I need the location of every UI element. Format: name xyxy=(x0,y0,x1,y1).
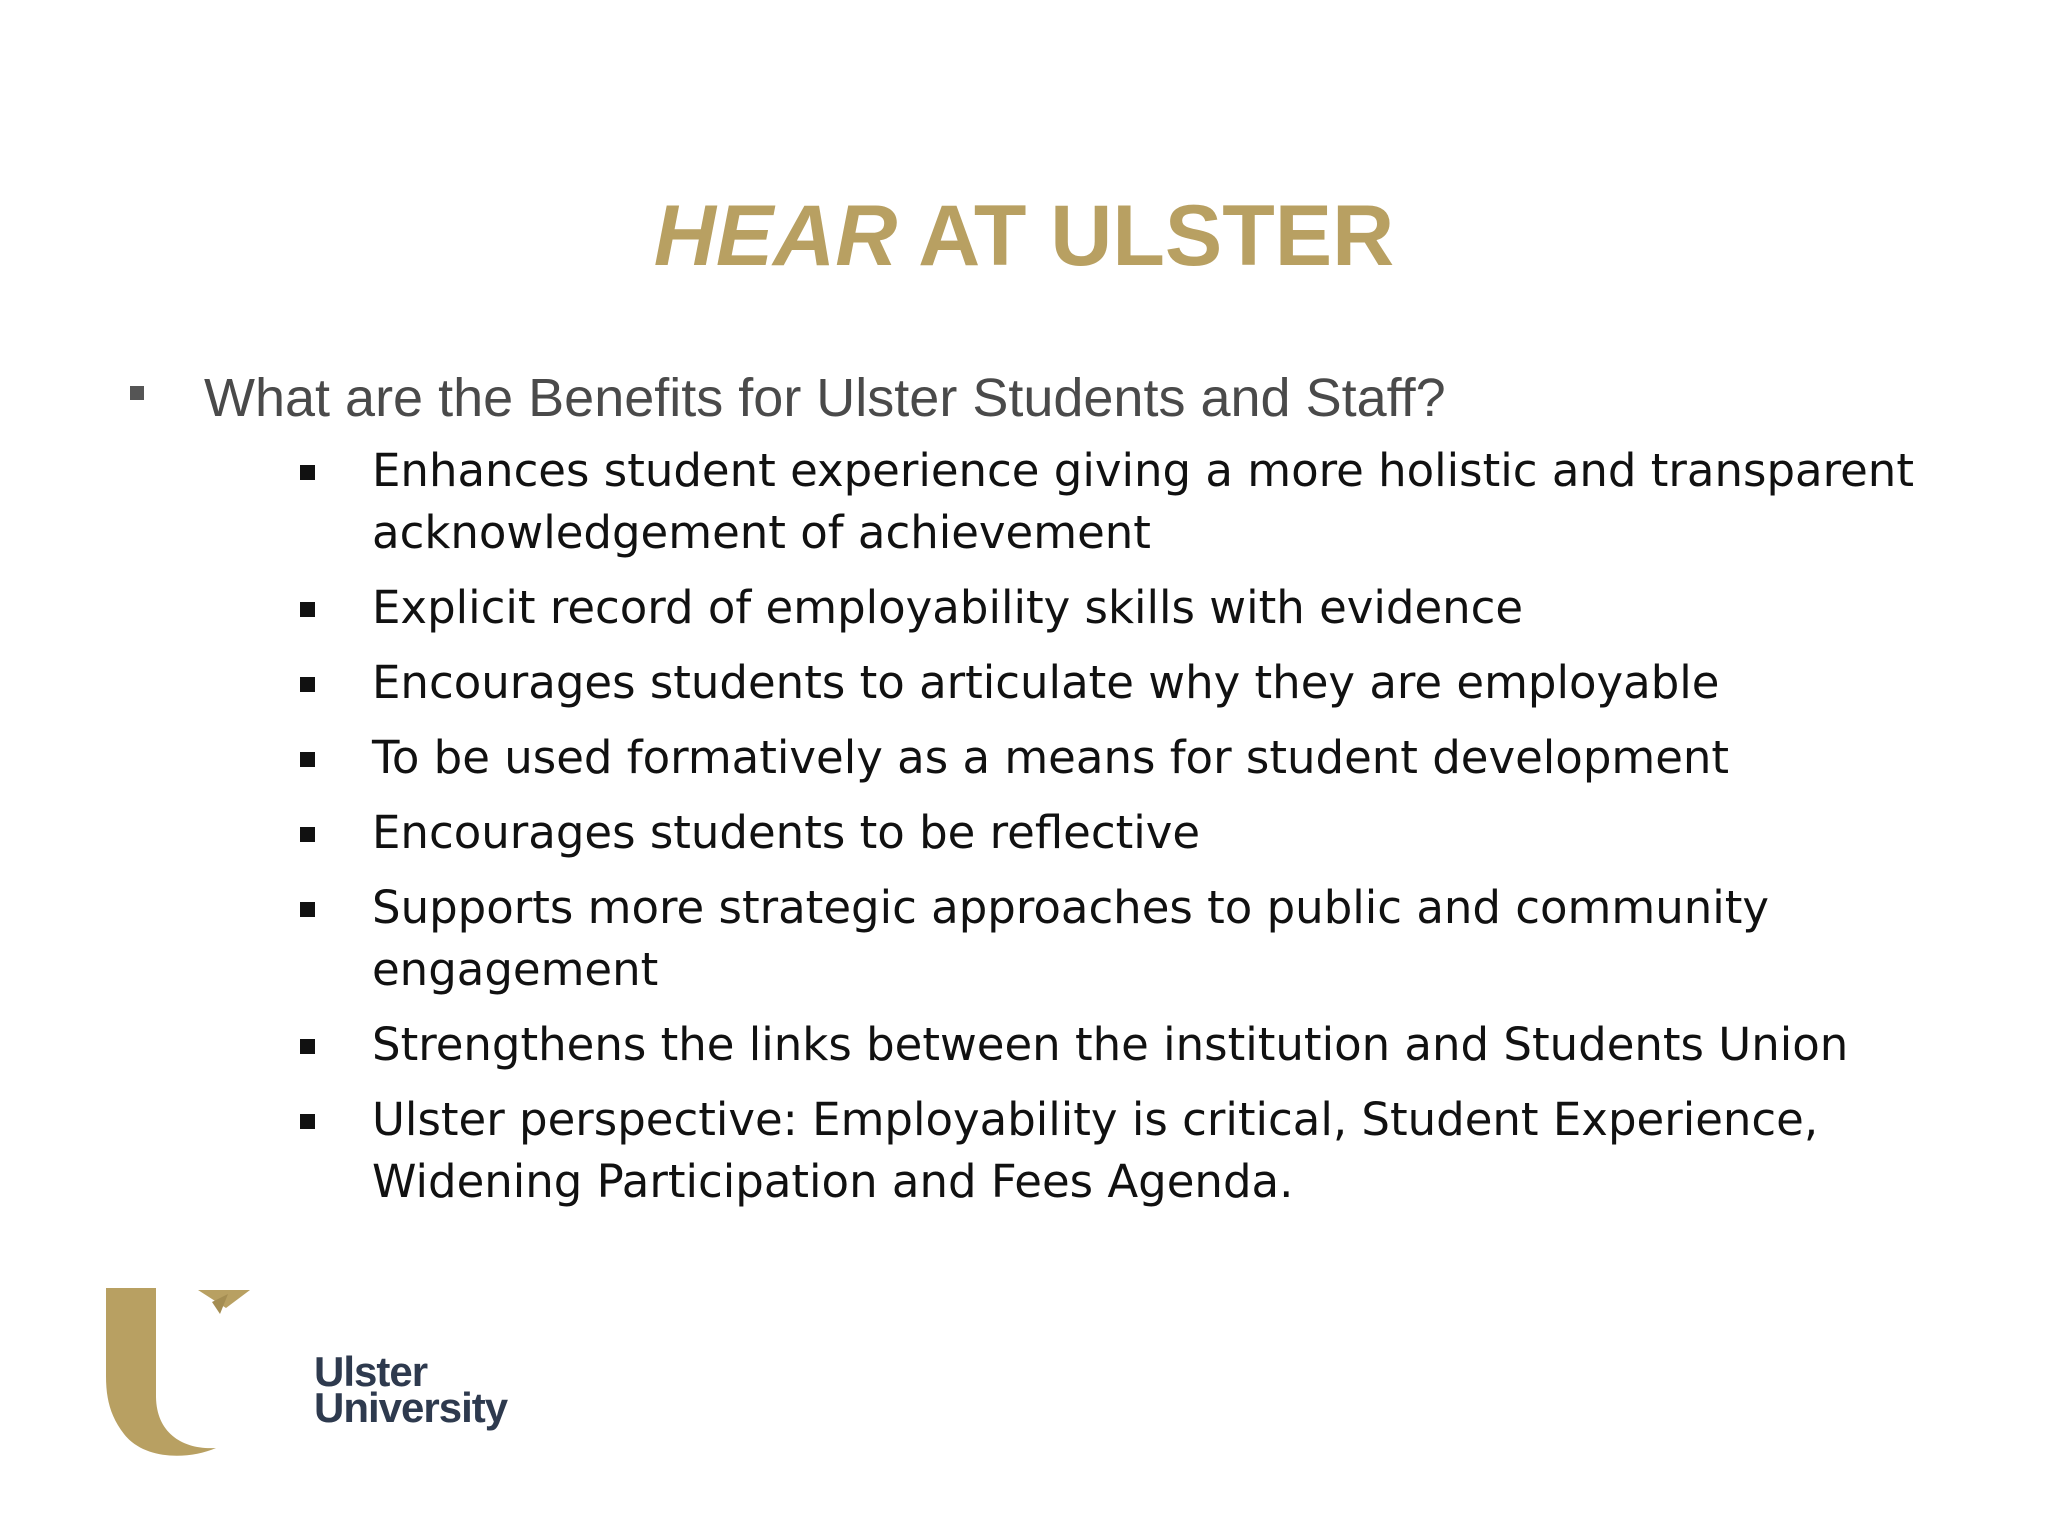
list-item-text: Encourages students to articulate why they are employable xyxy=(372,656,1720,709)
benefits-list xyxy=(300,440,2000,1226)
list-item-text: Enhances student experience giving a more holistic and transparent acknowledgement of achievement xyxy=(372,444,1914,559)
ulster-university-logo xyxy=(104,1284,508,1464)
slide-title-rest: AT ULSTER xyxy=(897,188,1395,284)
list-item-text: Explicit record of employability skills with evidence xyxy=(372,581,1524,634)
list-item-text: Ulster perspective: Employability is critical, Student Experience, Widening Participation and Fees Agenda. xyxy=(372,1093,1819,1208)
list-item xyxy=(300,802,2000,864)
slide-heading: What are the Benefits for Ulster Students and Staff? xyxy=(204,368,1446,428)
list-item xyxy=(300,877,2000,1001)
square-bullet-icon xyxy=(300,827,315,842)
list-item xyxy=(300,577,2000,639)
logo-line-2: University xyxy=(314,1384,508,1431)
slide-title xyxy=(0,186,2048,286)
square-bullet-icon xyxy=(300,1039,315,1054)
square-bullet-icon xyxy=(300,752,315,767)
square-bullet-icon xyxy=(300,1114,315,1129)
list-item-text: Encourages students to be reflective xyxy=(372,806,1201,859)
list-item-text: To be used formatively as a means for student development xyxy=(372,731,1730,784)
square-bullet-icon xyxy=(300,902,315,917)
logo-line-1: Ulster xyxy=(314,1348,428,1395)
list-item xyxy=(300,652,2000,714)
square-bullet-icon xyxy=(130,386,144,400)
square-bullet-icon xyxy=(300,677,315,692)
list-item xyxy=(300,1089,2000,1213)
list-item-text: Strengthens the links between the institution and Students Union xyxy=(372,1018,1849,1071)
list-item-text: Supports more strategic approaches to public and community engagement xyxy=(372,881,1770,996)
square-bullet-icon xyxy=(300,465,315,480)
square-bullet-icon xyxy=(300,602,315,617)
list-item xyxy=(300,727,2000,789)
list-item xyxy=(300,1014,2000,1076)
slide-title-italic: HEAR xyxy=(653,188,898,284)
list-item xyxy=(300,440,2000,564)
